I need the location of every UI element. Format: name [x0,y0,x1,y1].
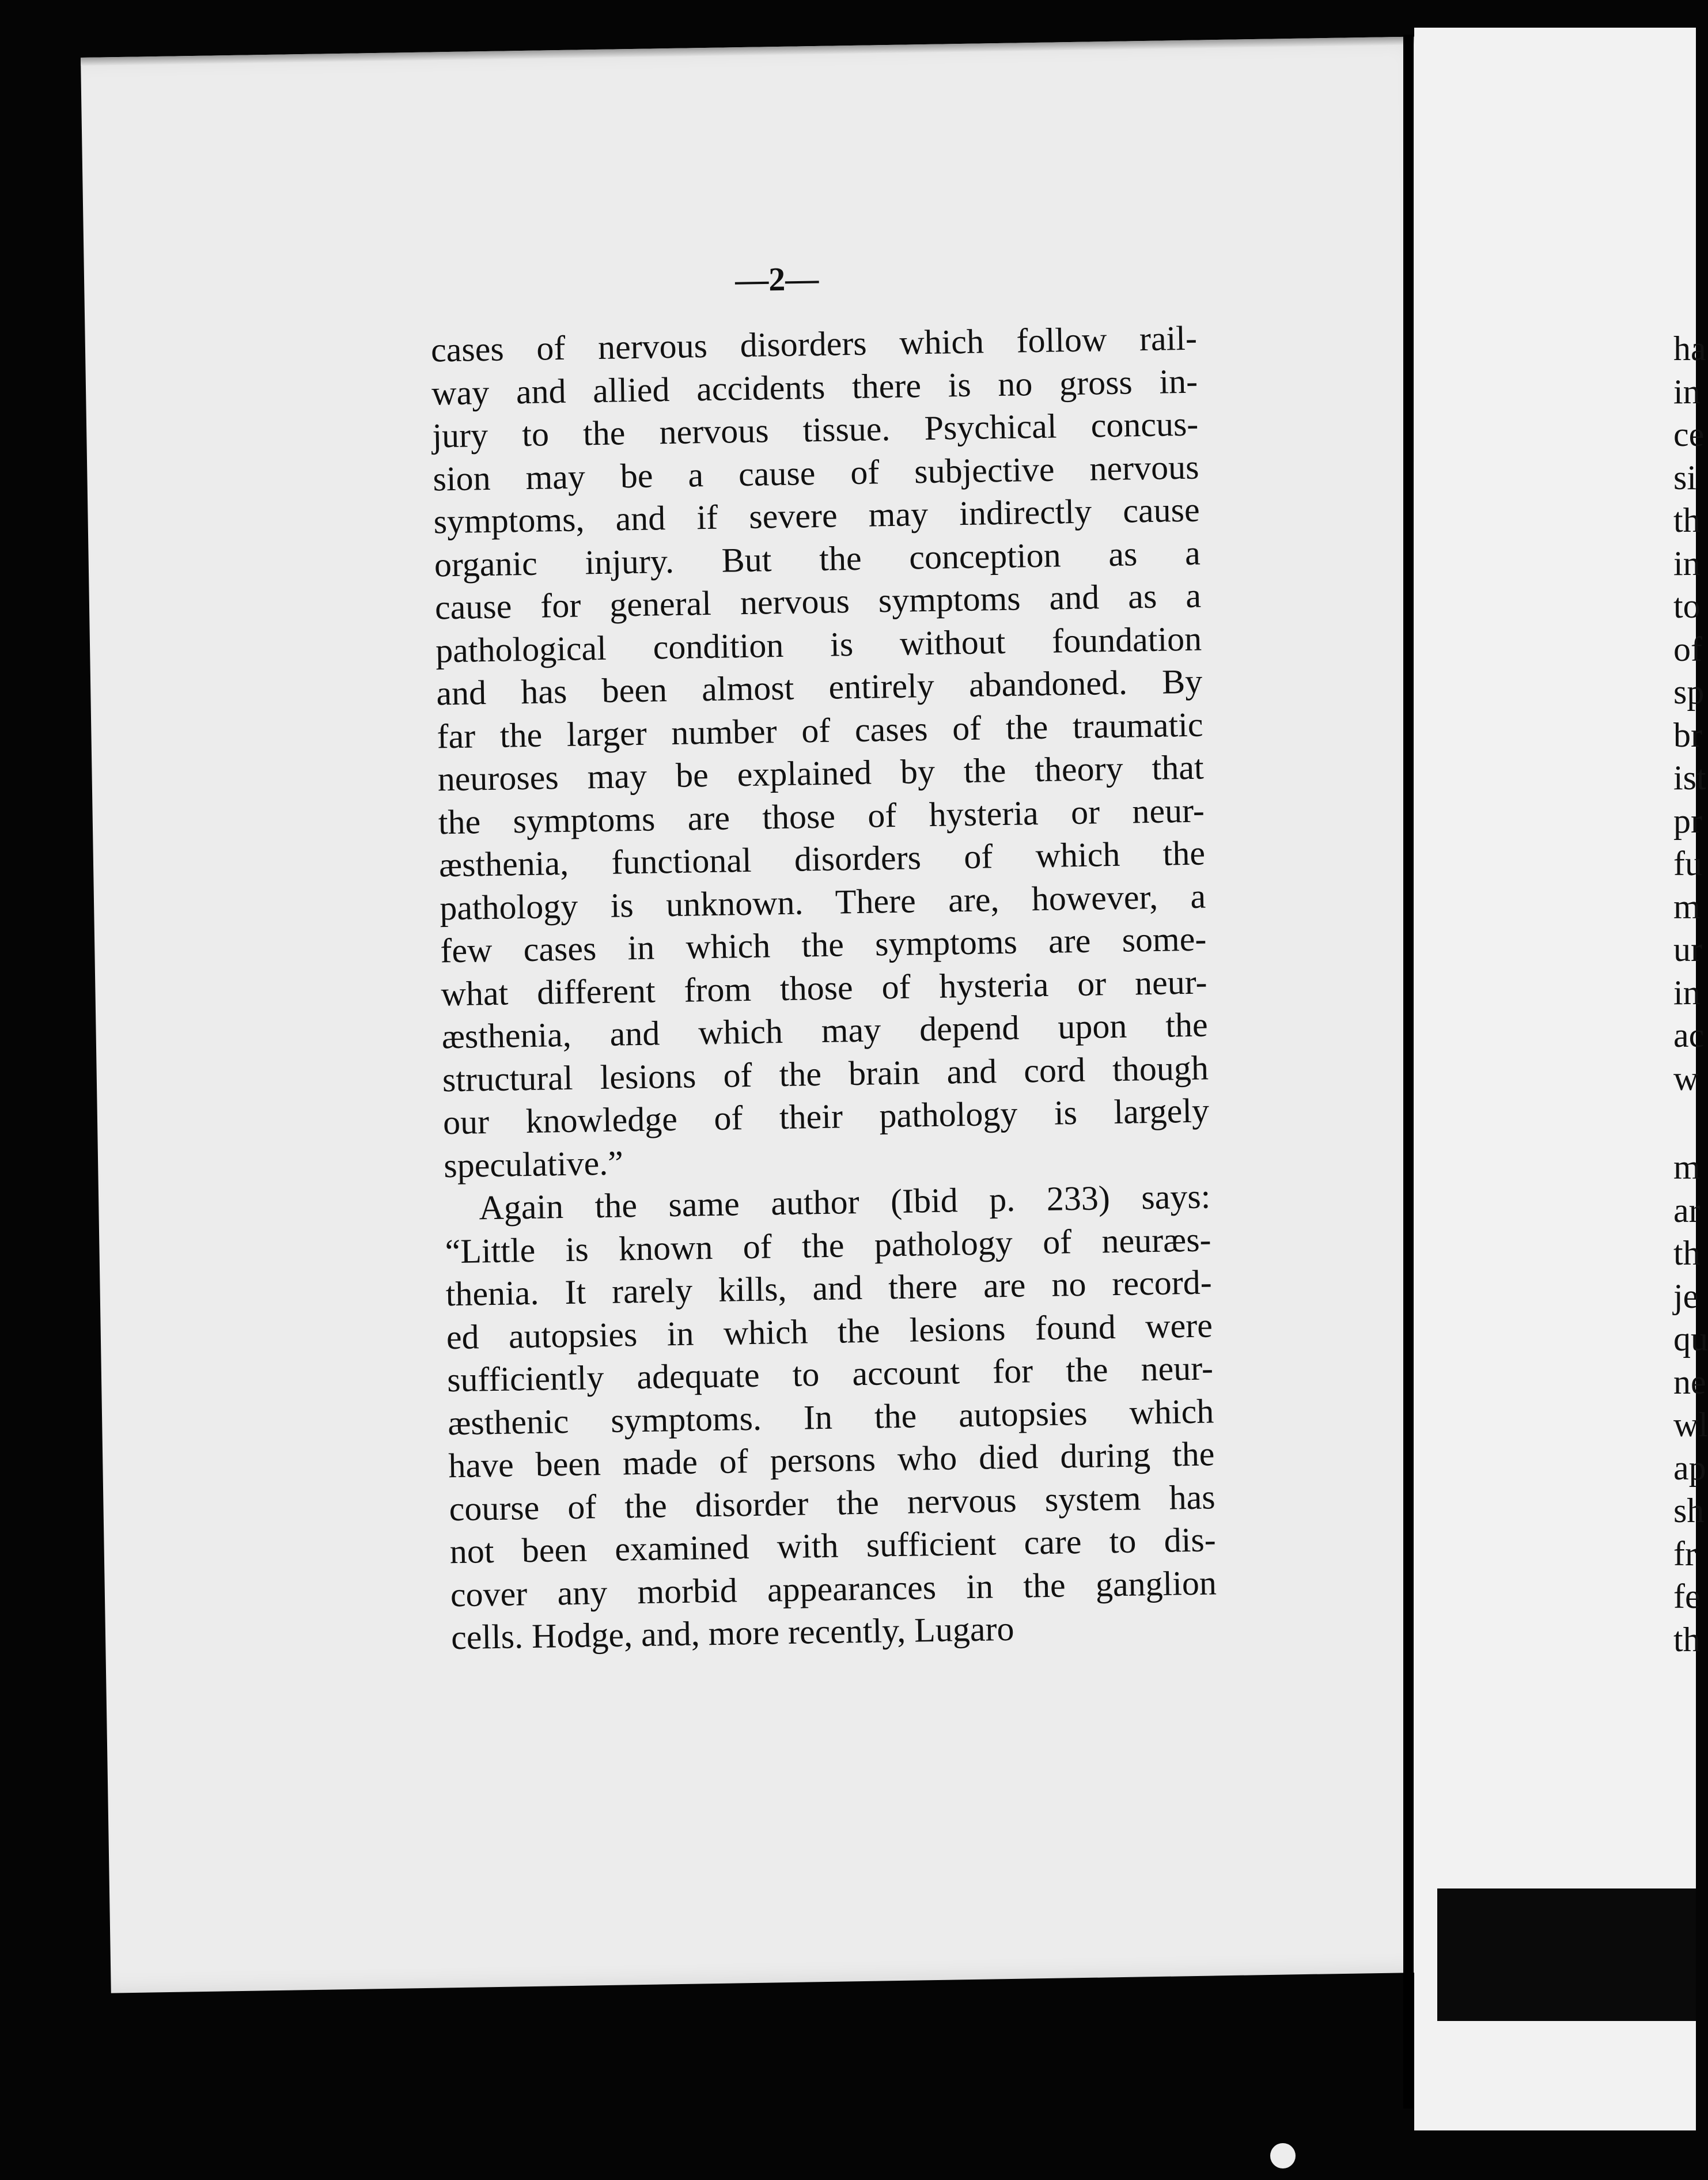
text-fragment: sp [1673,673,1705,711]
text-fragment: si [1673,458,1697,497]
text-line: thenia. It rarely kills, and there are no record- [445,1263,1213,1314]
text-fragment: of [1673,630,1702,668]
text-fragment: m [1673,1148,1701,1186]
text-fragment: ac [1673,1016,1705,1054]
text-fragment: fr [1673,1534,1696,1573]
text-line: pathology is unknown. There are, however, a [439,877,1206,927]
text-fragment: ce [1673,415,1705,453]
text-line: cover any morbid appearances in the ganglion [450,1563,1217,1614]
page-top-edge [81,36,1434,66]
text-fragment: wl [1673,1406,1708,1444]
text-fragment: pr [1673,801,1702,840]
text-line: cause for general nervous symptoms and as a [434,576,1202,627]
paragraph-1 [430,317,1210,1187]
text-fragment: fe [1673,1577,1701,1615]
body-text [430,317,1217,1659]
text-line: way and allied accidents there is no gross in- [431,362,1198,412]
text-fragment: m [1673,887,1701,926]
text-fragment: sh [1673,1492,1705,1530]
text-line: cases of nervous disorders which follow rail- [430,319,1198,369]
text-fragment: qu [1673,1320,1708,1358]
text-fragment: ne [1673,1362,1706,1401]
text-line: æsthenic symptoms. In the autopsies which [447,1391,1214,1442]
text-fragment: th [1673,1620,1701,1659]
scan-shadow [1437,1888,1696,2021]
text-fragment: in [1673,544,1701,582]
text-line: æsthenia, functional disorders of which the [438,834,1206,884]
text-fragment: br [1673,716,1702,754]
text-fragment: ha [1673,330,1706,368]
right-page-text-fragments [1673,327,1708,1661]
text-line: symptoms, and if severe may indirectly cause [433,490,1200,541]
scan-speck [1270,2143,1296,2168]
text-line: structural lesions of the brain and cord though [442,1048,1209,1099]
paragraph-2 [444,1175,1218,1659]
text-line: speculative.” [443,1143,624,1184]
text-fragment: th [1673,1234,1701,1272]
text-fragment: ist [1673,759,1706,797]
text-fragment: w [1673,1059,1699,1097]
text-line: have been made of persons who died during the [448,1435,1215,1485]
text-line: neuroses may be explained by the theory that [437,748,1205,798]
text-line: far the larger number of cases of the traumatic [437,705,1203,755]
text-fragment: fu [1673,845,1702,883]
text-line: not been examined with sufficient care to dis- [449,1520,1217,1571]
text-fragment: to [1673,587,1701,625]
text-line: what different from those of hysteria or neur- [441,962,1207,1013]
text-line: our knowledge of their pathology is largely [442,1091,1210,1142]
text-fragment: je [1673,1277,1699,1315]
text-line: the symptoms are those of hysteria or neur- [438,791,1205,841]
text-fragment: ar [1673,1191,1701,1229]
text-line: “Little is known of the pathology of neuræs- [445,1220,1211,1270]
text-line: Again the same author (Ibid p. 233) says: [478,1177,1211,1227]
text-line: pathological condition is without foundation [435,619,1202,669]
text-fragment: in [1673,973,1701,1012]
text-line: organic injury. But the conception as a [434,533,1201,584]
text-fragment: ur [1673,930,1702,968]
left-page [81,36,1464,1993]
text-line: sion may be a cause of subjective nervous [433,448,1199,498]
text-fragment: th [1673,501,1701,539]
text-fragment: in [1673,372,1701,411]
page-number: —2— [734,259,819,299]
text-line: æsthenia, and which may depend upon the [441,1005,1209,1056]
text-line: course of the disorder the nervous system has [449,1477,1215,1528]
paragraph-gap [1673,1100,1708,1146]
text-fragment: ap [1673,1448,1706,1487]
right-page [1414,28,1708,2130]
text-line: cells. Hodge, and, more recently, Lugaro [450,1609,1014,1657]
text-line: sufficiently adequate to account for the neur- [446,1349,1214,1399]
text-line: few cases in which the symptoms are some- [440,919,1207,970]
text-line: ed autopsies in which the lesions found were [446,1305,1213,1356]
text-line: jury to the nervous tissue. Psychical concus- [431,404,1199,455]
text-line: and has been almost entirely abandoned. By [435,662,1203,713]
book-gutter [1403,35,1414,2109]
